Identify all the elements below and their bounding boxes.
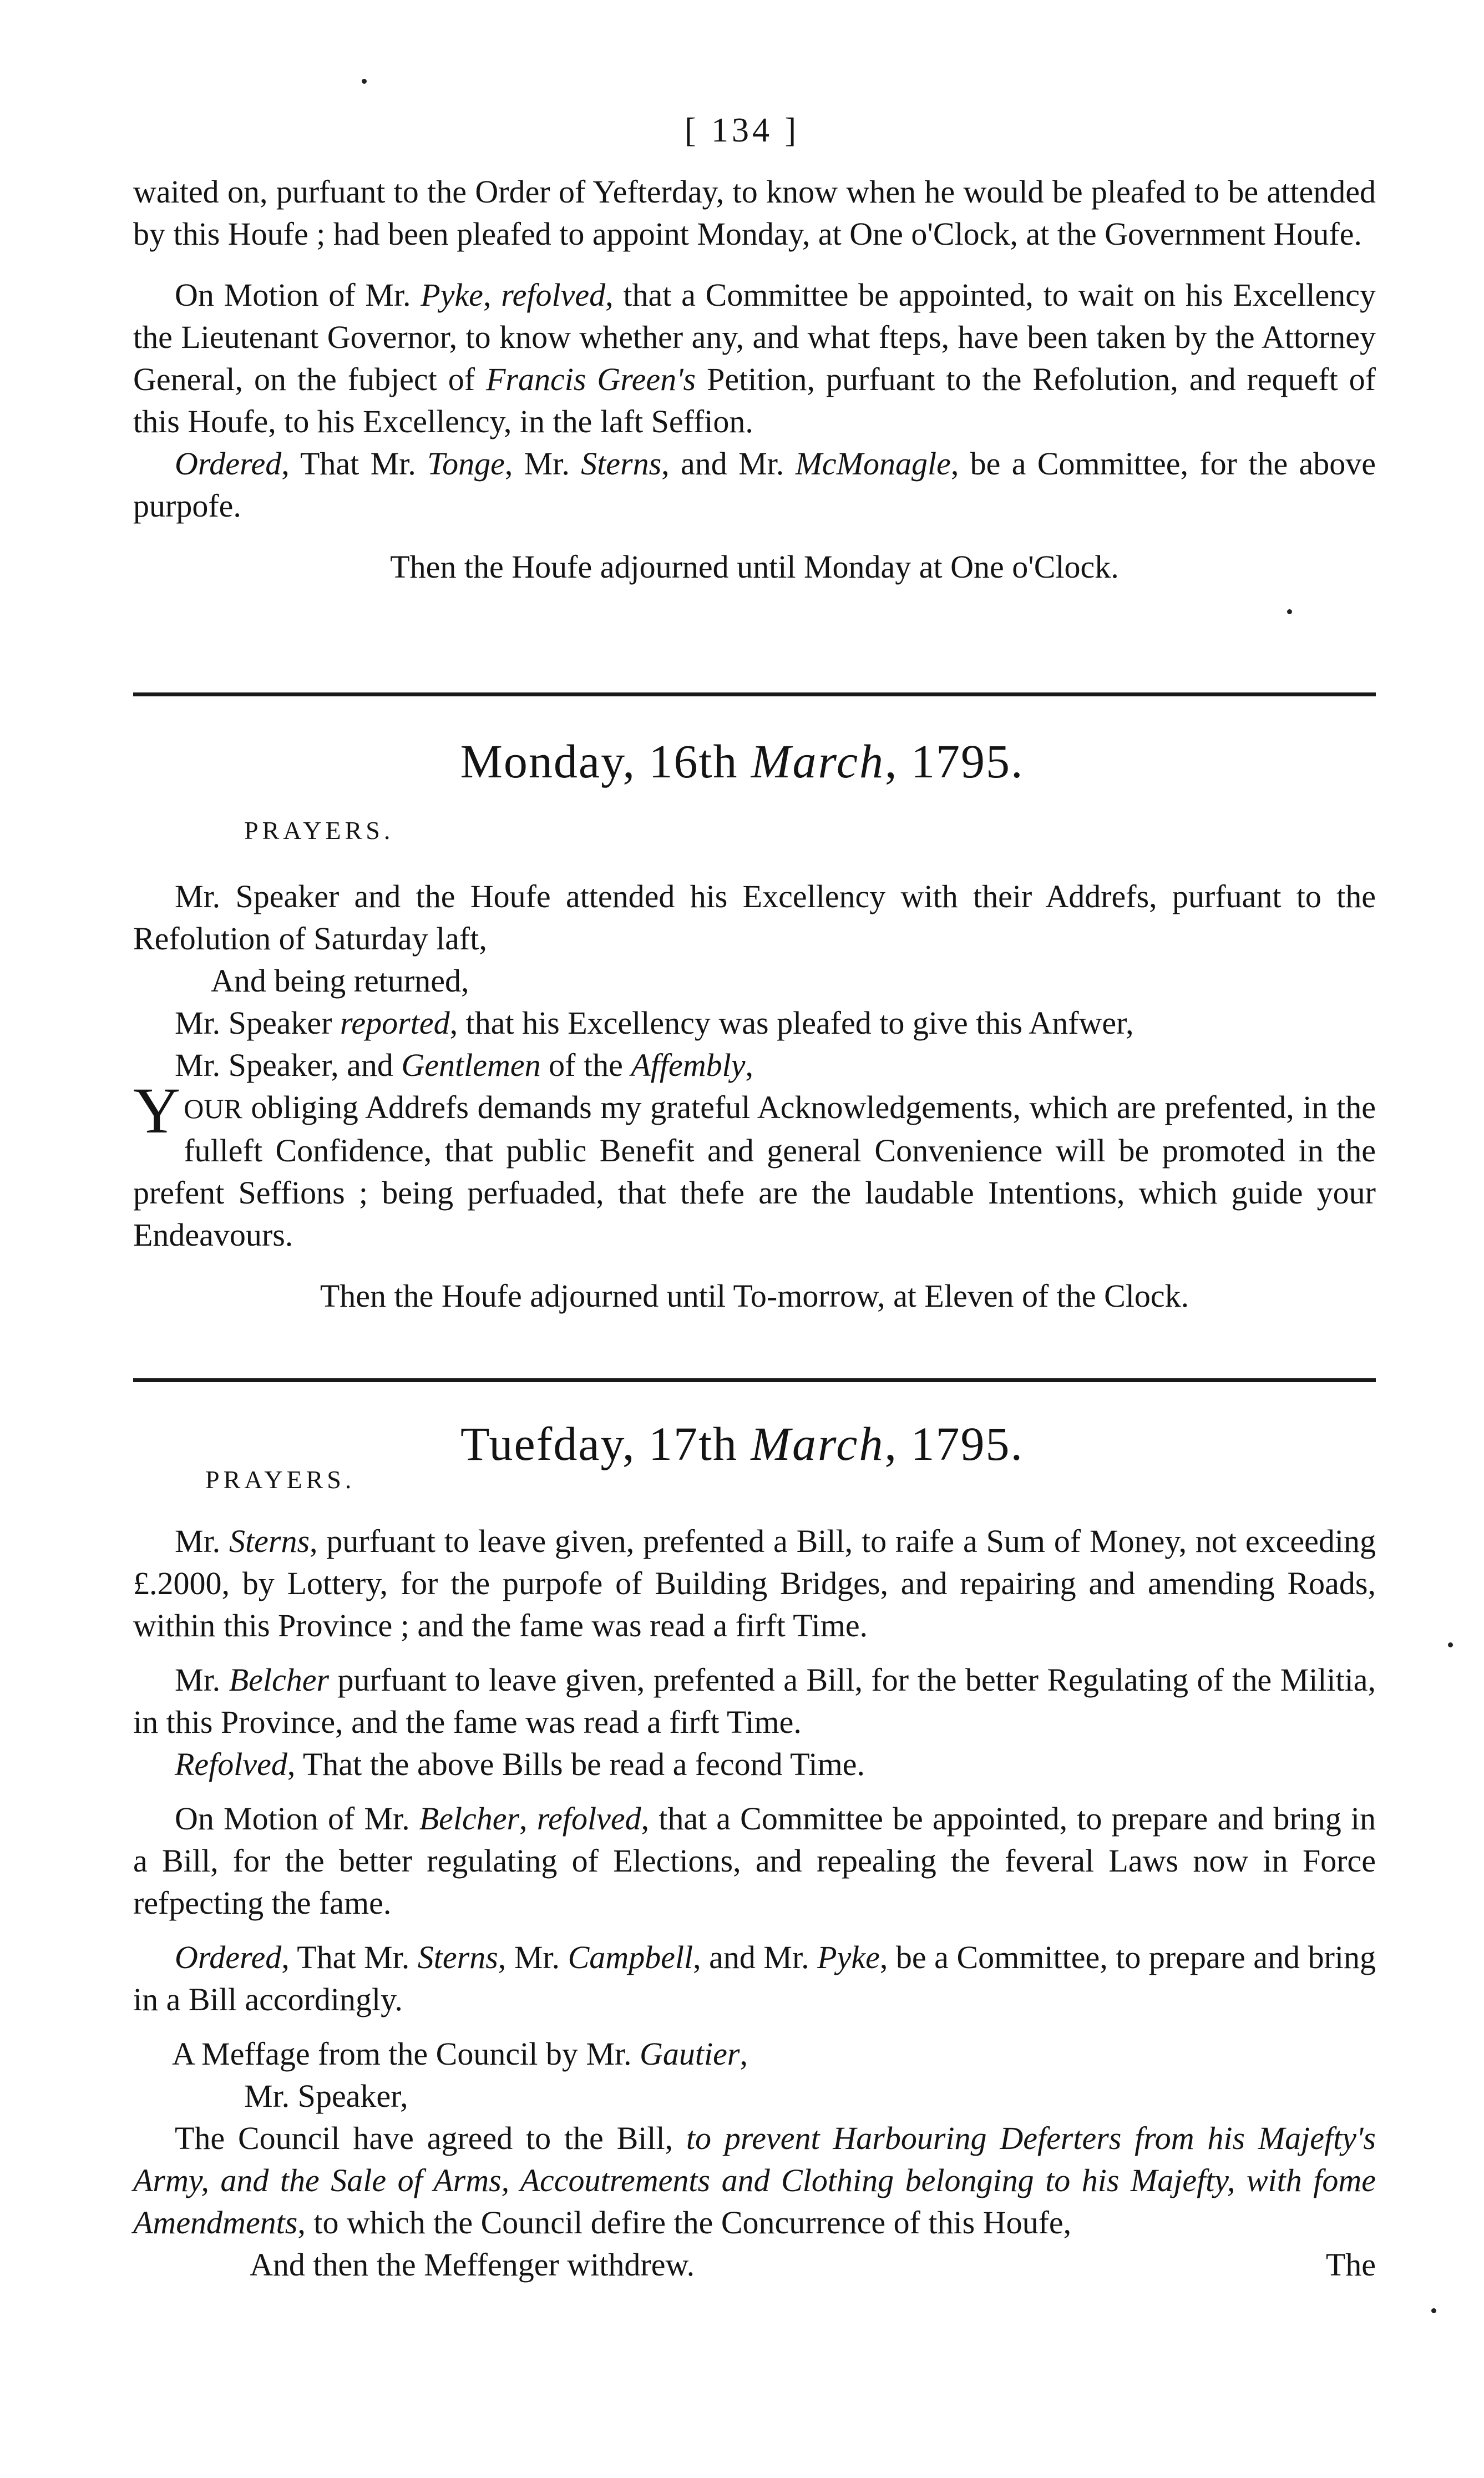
tuesday-section — [133, 1520, 1376, 2286]
drop-cap: Y — [133, 1074, 181, 1147]
name-francis-green: Francis Green's — [485, 361, 696, 397]
heading-year: , 1795. — [884, 1417, 1024, 1470]
text-run: , purfuant to leave given, prefented a Bill, to raife a Sum of Money, not exceeding £.2000, by Lottery, for the purpofe of Building Bridges, and repairing and amending Roads, within this Province ; and the fame was read a firft Time. — [133, 1523, 1376, 1643]
paragraph-salutation — [133, 1044, 1376, 1086]
word-gentlemen: Gentlemen — [401, 1047, 541, 1083]
paragraph-motion-pyke — [133, 274, 1376, 443]
text-run: On Motion of Mr. — [175, 277, 421, 313]
word-reported: reported — [340, 1005, 450, 1041]
continuation-section — [133, 171, 1376, 588]
name-gautier: Gautier — [640, 2036, 740, 2072]
text-run: , That the above Bills be read a fecond Time. — [287, 1746, 865, 1782]
text-run: obliging Addrefs demands my grateful Acknowledgements, which are prefented, in the fulleft Confidence, that public Benefit and general Convenience will be promoted in the prefent Seffions ; being perfuaded, that thefe are the laudable Intentions, which guide your Endeavours. — [133, 1089, 1376, 1253]
name-tonge: Tonge — [427, 446, 505, 482]
text-run: Mr. Speaker — [175, 1005, 340, 1041]
paragraph-reported — [133, 1002, 1376, 1044]
messenger-withdrew: And then the Meffenger withdrew. — [250, 2247, 695, 2283]
paragraph-elections-bill — [133, 1798, 1376, 1924]
name-pyke: Pyke — [817, 1939, 880, 1975]
paragraph-militia-bill — [133, 1659, 1376, 1743]
heading-month: March — [751, 1417, 885, 1470]
paragraph-council-agreed — [133, 2117, 1376, 2244]
small-caps-word: OUR — [184, 1093, 242, 1124]
text-run: , Mr. — [504, 446, 581, 482]
text-run: , and Mr. — [661, 446, 796, 482]
heading-text: Tuefday, 17th — [460, 1417, 751, 1470]
text-run: , be a Committee, to prepare and bring in a Bill accordingly. — [133, 1939, 1376, 2017]
word-assembly: Affembly — [631, 1047, 746, 1083]
paragraph-continuation — [133, 171, 1376, 255]
name-sterns: Sterns — [581, 446, 662, 482]
word-resolved: refolved — [501, 277, 606, 313]
text-run: purfuant to leave given, prefented a Bill, for the better Regulating of the Militia, in this Province, and the fame was read a firft Time. — [133, 1662, 1376, 1740]
text-run: , be a Committee, for the above purpofe. — [133, 446, 1376, 524]
speck-mark — [1431, 2308, 1436, 2313]
text-run: , — [483, 277, 502, 313]
text-run: Mr. Speaker, and — [175, 1047, 402, 1083]
date-heading-tuesday — [0, 1416, 1484, 1471]
text-run: , That Mr. — [281, 446, 428, 482]
paragraph-council-message — [133, 2033, 1376, 2075]
name-pyke: Pyke — [421, 277, 483, 313]
text-run: , Mr. — [498, 1939, 568, 1975]
page-number: [ 134 ] — [684, 112, 800, 149]
text-run: Mr. — [175, 1523, 230, 1559]
text-run: , that his Excellency was pleafed to give this Anfwer, — [449, 1005, 1134, 1041]
word-ordered: Ordered — [175, 1939, 282, 1975]
text-run: , — [745, 1047, 753, 1083]
paragraph-returned: And being returned, — [211, 963, 469, 999]
text-run: The Council have agreed to the Bill, — [175, 2120, 686, 2156]
prayers-label: PRAYERS. — [244, 816, 394, 844]
name-sterns: Sterns — [417, 1939, 498, 1975]
name-mcmonagle: McMonagle — [795, 446, 951, 482]
paragraph-text: waited on, purfuant to the Order of Yefterday, to know when he would be pleafed to be attended by this Houfe ; had been pleafed to appoint Monday, at One o'Clock, at the Government Houfe. — [133, 174, 1376, 252]
text-run: , — [519, 1801, 537, 1837]
text-run: A Meffage from the Council by Mr. — [172, 2036, 640, 2072]
text-run: , that a Committee be appointed, to prepare and bring in a Bill, for the better regulating of Elections, and repealing the feveral Laws now in Force refpecting the fame. — [133, 1801, 1376, 1921]
prayers-label: PRAYERS. — [205, 1465, 356, 1494]
section-divider — [133, 692, 1376, 696]
text-run: , and Mr. — [693, 1939, 818, 1975]
adjournment-line: Then the Houfe adjourned until Monday at One o'Clock. — [390, 549, 1119, 585]
monday-section — [133, 876, 1376, 1317]
bill-title: to prevent Harbouring Deferters from his Majefty's Army, and the Sale of Arms, Accoutrements and Clothing belonging to his Majefty, with fome Amendments — [133, 2120, 1376, 2241]
word-resolved: Refolved — [175, 1746, 287, 1782]
text-run: , to which the Council defire the Concurrence of this Houfe, — [297, 2204, 1072, 2241]
name-campbell: Campbell — [568, 1939, 693, 1975]
paragraph-resolved-second-time — [133, 1743, 1376, 1786]
heading-year: , 1795. — [885, 735, 1024, 788]
word-ordered: Ordered — [175, 446, 282, 482]
word-resolved: refolved — [536, 1801, 641, 1837]
text-run: , That Mr. — [281, 1939, 418, 1975]
heading-month: March — [751, 735, 885, 788]
text-run: of the — [540, 1047, 631, 1083]
speck-mark — [1448, 1642, 1453, 1647]
paragraph-address: Mr. Speaker and the Houfe attended his Excellency with their Addrefs, purfuant to the Refolution of Saturday laft, — [133, 878, 1376, 957]
paragraph-ordered-committee — [133, 443, 1376, 527]
text-run: Petition, purfuant to the Refolution, and requeft of this Houfe, to his Excellency, in the laft Seffion. — [133, 361, 1376, 439]
final-line — [133, 2244, 1376, 2286]
text-run: On Motion of Mr. — [175, 1801, 419, 1837]
name-sterns: Sterns — [229, 1523, 310, 1559]
name-belcher: Belcher — [229, 1662, 330, 1698]
speck-mark — [1287, 609, 1292, 614]
catchword: The — [1325, 2247, 1376, 2283]
speck-mark — [362, 79, 367, 84]
date-heading-monday — [0, 734, 1484, 789]
text-run: Mr. — [175, 1662, 229, 1698]
section-divider — [133, 1378, 1376, 1382]
adjournment-line: Then the Houfe adjourned until To-morrow, at Eleven of the Clock. — [320, 1278, 1189, 1314]
paragraph-answer — [133, 1074, 1376, 1256]
paragraph-speaker-address: Mr. Speaker, — [244, 2078, 408, 2114]
text-run: , that a Committee be appointed, to wait on his Excellency the Lieutenant Governor, to know whether any, and what fteps, have been taken by the Attorney General, on the fubject of — [133, 277, 1376, 397]
paragraph-ordered-committee — [133, 1936, 1376, 2021]
paragraph-lottery-bill — [133, 1520, 1376, 1647]
name-belcher: Belcher — [419, 1801, 520, 1837]
text-run: , — [740, 2036, 748, 2072]
heading-text: Monday, 16th — [460, 735, 751, 788]
